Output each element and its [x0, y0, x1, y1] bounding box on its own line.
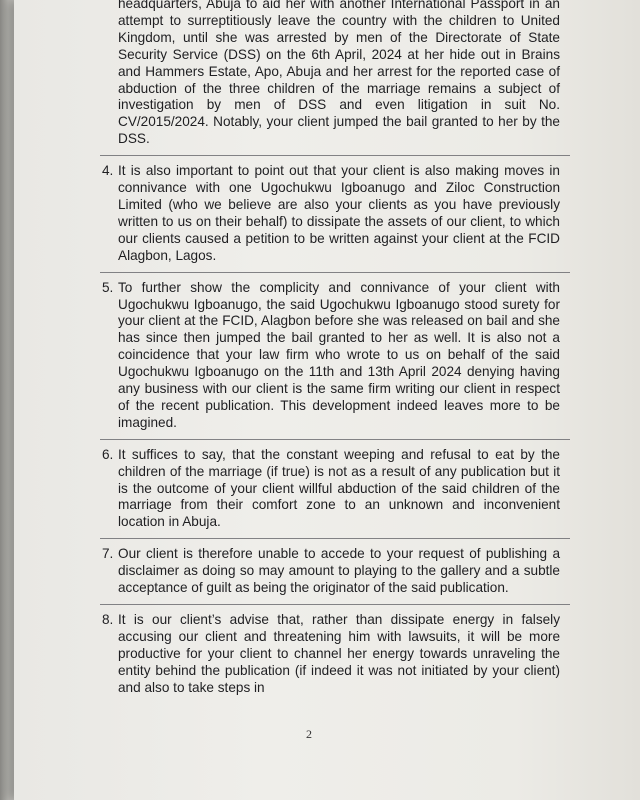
- paragraph-number: 5.: [102, 279, 114, 295]
- paragraph-text: It is also important to point out that your client is also making moves in connivance with one Ugochukwu Igboanugo and Ziloc Construction Limited (who we believe are also your clients as you have previously written to us on their behalf) to dissipate the assets of our client, to which our clients caused a petition to be written against your client at the FCID Alagbon, Lagos.: [118, 163, 560, 263]
- paragraph-number: 6.: [102, 446, 114, 462]
- numbered-paragraph-5: [102, 280, 560, 432]
- section-divider: [100, 155, 570, 156]
- section-divider: [100, 439, 570, 440]
- paragraph-text: It suffices to say, that the constant weeping and refusal to eat by the children of the marriage (if true) is not as a result of any publication but it is the outcome of your client willful abduction of the said children of the marriage from their comfort zone to an unknown and inconvenient location in Abuja.: [118, 446, 560, 530]
- paragraph-text: It is our client’s advise that, rather than dissipate energy in falsely accusing our client and threatening him with lawsuits, it will be more productive for your client to channel her energy towards unraveling the entity behind the publication (if indeed it was not initiated by your client) and also to take steps in: [118, 612, 560, 695]
- numbered-paragraph-7: [102, 546, 560, 597]
- paragraph-number: 8.: [102, 612, 114, 627]
- section-divider: [100, 604, 570, 605]
- numbered-paragraph-8: [102, 612, 560, 697]
- intro-paragraph: headquarters, Abuja to aid her with another International Passport in an attempt to surreptitiously leave the country with the children to United Kingdom, until she was arrested by men of the Directorate of State Security Service (DSS) on the 6th April, 2024 at her hide out in Brains and Hammers Estate, Apo, Abuja and her arrest for the reported case of abduction of the three children of the marriage remains a subject of investigation by men of DSS and even litigation in suit No. CV/2015/2024. Notably, your client jumped the bail granted to her by the DSS.: [118, 0, 560, 147]
- page-number: 2: [306, 727, 312, 741]
- numbered-paragraph-4: [102, 163, 560, 264]
- section-divider: [100, 538, 570, 539]
- paragraph-number: 4.: [102, 163, 114, 179]
- section-divider: [100, 272, 570, 273]
- numbered-paragraph-6: [102, 447, 560, 532]
- paragraph-text: To further show the complicity and connivance of your client with Ugochukwu Igboanugo, the said Ugochukwu Igboanugo stood surety for your client at the FCID, Alagbon before she was released on bail and she has since then jumped the bail granted to her as well. It is also not a coincidence that your law firm who wrote to us on behalf of the said Ugochukwu Igboanugo on the 11th and 13th April 2024 denying having any business with our client is the same firm writing our client in respect of the recent publication. This development indeed leaves more to be imagined.: [118, 279, 560, 430]
- letter-page: [14, 0, 640, 800]
- paragraph-number: 7.: [102, 546, 114, 562]
- paragraph-text: Our client is therefore unable to accede to your request of publishing a disclaimer as doing so may amount to playing to the gallery and a subtle acceptance of guilt as being the originator of the said publication.: [118, 546, 560, 596]
- letter-body: [102, 0, 560, 697]
